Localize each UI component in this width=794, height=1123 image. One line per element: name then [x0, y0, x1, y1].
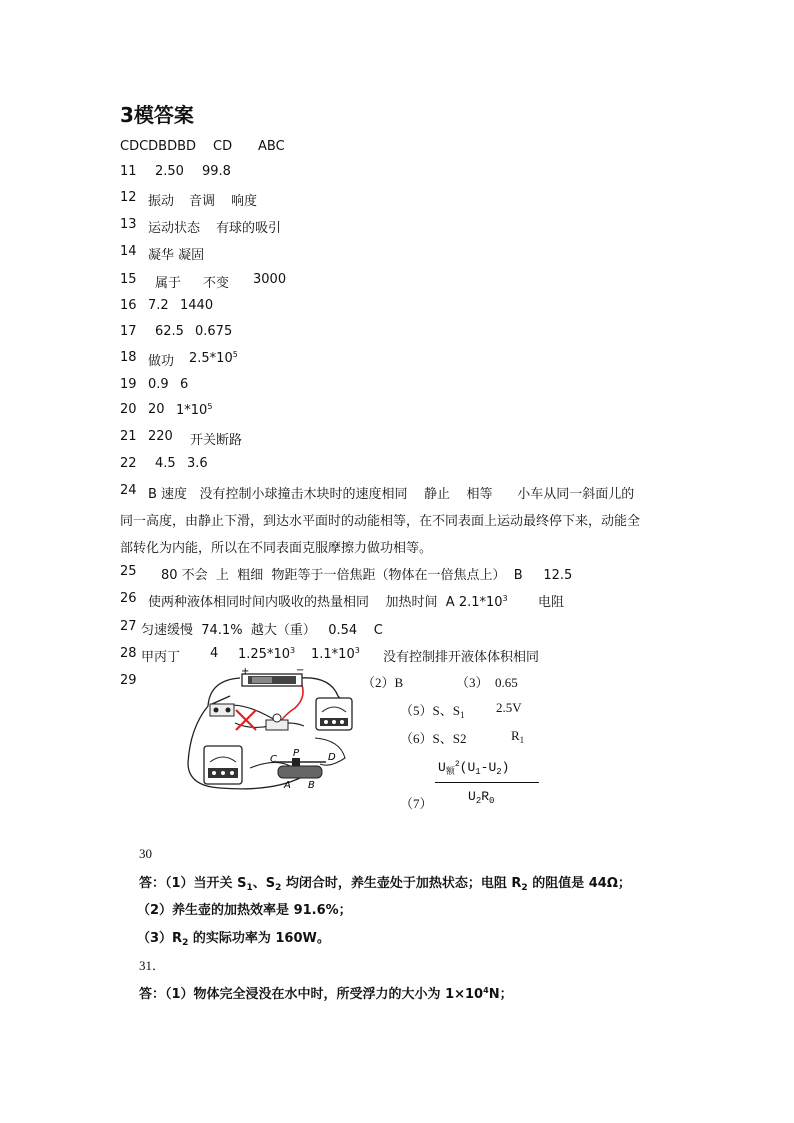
voltmeter-icon — [316, 698, 352, 730]
q28-a: 甲丙丁 — [141, 650, 181, 665]
q15-num: 15 — [120, 272, 137, 287]
q29-part5-value: 2.5V — [496, 700, 522, 715]
rheostat-icon — [276, 758, 326, 778]
q28-d: $1.1*10^3$ — [311, 646, 360, 662]
q29-part6: （6）S、S2 — [400, 731, 467, 746]
q22-a: 4.5 — [155, 456, 176, 471]
q24-num: 24 — [120, 483, 137, 498]
q11-a: 2.50 — [155, 164, 184, 179]
formula-fraction-bar — [435, 782, 539, 783]
q12-c: 响度 — [231, 194, 258, 209]
q13-b: 有球的吸引 — [216, 221, 282, 236]
label-D: D — [328, 752, 336, 763]
choice-answers-1: CDCDBDBD — [120, 139, 197, 154]
q17-b: 0.675 — [195, 324, 233, 339]
q18-b: $2.5*10^5$ — [189, 350, 238, 366]
q29-part5: （5）S、$S_1$ — [400, 703, 465, 720]
q15-a: 属于 — [155, 276, 182, 291]
q24-line3: 部转化为内能，所以在不同表面克服摩擦力做功相等。 — [120, 541, 433, 556]
q24-line1: B 速度 没有控制小球撞击木块时的速度相同 静止 相等 小车从同一斜面儿的 — [148, 487, 635, 502]
ammeter-icon — [204, 746, 242, 784]
label-P: P — [293, 748, 300, 759]
q16-num: 16 — [120, 298, 137, 313]
q21-num: 21 — [120, 429, 137, 444]
page-title: 3模答案 — [120, 103, 194, 127]
label-A: A — [284, 780, 291, 791]
q29-formula-denominator: $U_2R_0$ — [468, 789, 495, 806]
q20-a: 20 — [148, 402, 165, 417]
q19-b: 6 — [180, 377, 189, 392]
q29-part7: （7） — [400, 796, 433, 811]
q17-num: 17 — [120, 324, 137, 339]
battery-icon — [242, 674, 302, 686]
q17-a: 62.5 — [155, 324, 184, 339]
q24-line2: 同一高度，由静止下滑，到达水平面时的动能相等，在不同表面上运动最终停下来，动能全 — [120, 514, 641, 529]
q28-num: 28 — [120, 646, 137, 661]
q30-num: 30 — [139, 846, 152, 861]
q14-num: 14 — [120, 244, 137, 259]
q14-a: 凝华 凝固 — [148, 248, 205, 263]
q15-c: 3000 — [253, 272, 287, 287]
q15-b: 不变 — [203, 276, 230, 291]
q21-a: 220 — [148, 429, 173, 444]
q26-tail: 电阻 — [538, 595, 565, 610]
q26-text: 使两种液体相同时间内吸收的热量相同 加热时间 A $2.1*10^3$ — [148, 594, 508, 610]
q13-num: 13 — [120, 217, 137, 232]
q26-num: 26 — [120, 591, 137, 606]
q20-num: 20 — [120, 402, 137, 417]
q25-num: 25 — [120, 564, 137, 579]
q30-line3: $(3)R_2$ 的实际功率为 160W。 — [137, 931, 330, 948]
q30-line2: （2）养生壶的加热效率是 91.6%； — [137, 903, 352, 918]
q19-num: 19 — [120, 377, 137, 392]
q18-a: 做功 — [148, 354, 175, 369]
q13-a: 运动状态 — [148, 221, 201, 236]
q22-b: 3.6 — [187, 456, 208, 471]
q29-part3: （3） 0.65 — [456, 675, 518, 690]
q30-line1: 答：（1）当开关 $S_1$、$S_2$ 均闭合时，养生壶处于加热状态；电阻 $R_2$ 的阻值是 44Ω； — [139, 876, 631, 893]
q16-a: 7.2 — [148, 298, 169, 313]
q12-num: 12 — [120, 190, 137, 205]
q18-num: 18 — [120, 350, 137, 365]
q29-num: 29 — [120, 673, 137, 688]
q29-part2: （2）B — [362, 675, 404, 690]
switch-icon — [210, 696, 234, 716]
q28-e: 没有控制排开液体体积相同 — [383, 650, 540, 665]
q21-b: 开关断路 — [190, 433, 243, 448]
q25-text: 80 不会 上 粗细 物距等于一倍焦距（物体在一倍焦点上） B 12.5 — [161, 568, 573, 583]
choice-answers-2: CD — [213, 139, 233, 154]
q11-b: 99.8 — [202, 164, 231, 179]
q11-num: 11 — [120, 164, 137, 179]
q31-num: 31． — [139, 958, 166, 973]
choice-answers-3: ABC — [258, 139, 285, 154]
q20-b: $1*10^5$ — [176, 402, 213, 418]
q28-c: $1.25*10^3$ — [238, 646, 296, 662]
circuit-diagram — [180, 668, 370, 794]
q31-line1: 答：（1）物体完全浸没在水中时，所受浮力的大小为 $1\times 10^4N$； — [139, 986, 513, 1002]
label-B: B — [308, 780, 315, 791]
battery-plus-label: + — [241, 668, 250, 677]
q29-formula-numerator: $U_额^2(U_1-U_2)$ — [438, 760, 510, 777]
q29-part6-value: $R_1$ — [511, 728, 525, 745]
q16-b: 1440 — [180, 298, 214, 313]
q12-b: 音调 — [189, 194, 216, 209]
q12-a: 振动 — [148, 194, 175, 209]
battery-minus-label: − — [296, 668, 305, 676]
q22-num: 22 — [120, 456, 137, 471]
q27-text: 匀速缓慢 74.1% 越大（重） 0.54 C — [141, 623, 383, 638]
q28-b: 4 — [210, 646, 219, 661]
label-C: C — [270, 754, 277, 765]
q19-a: 0.9 — [148, 377, 169, 392]
q27-num: 27 — [120, 619, 137, 634]
